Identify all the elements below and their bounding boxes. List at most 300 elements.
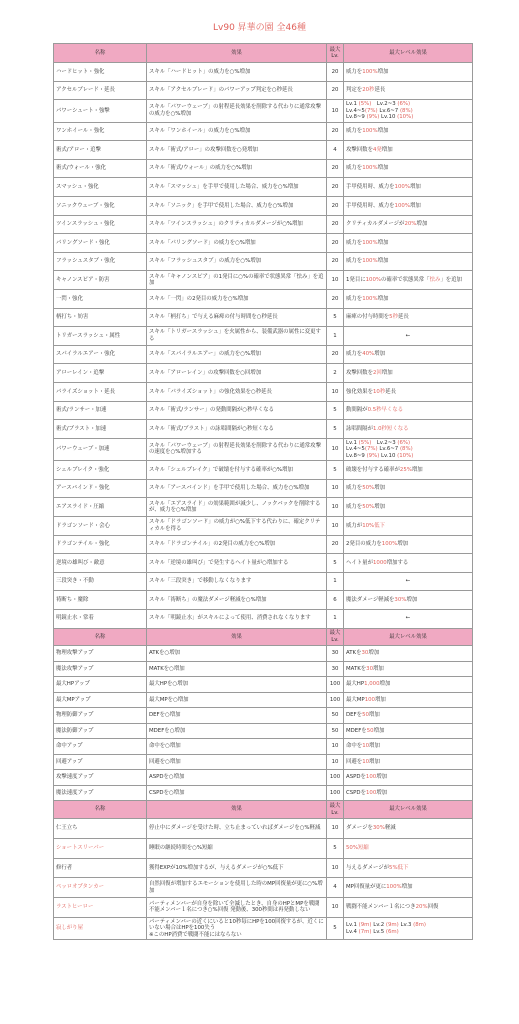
max-level-effect: 威力を50%増加 <box>344 479 473 498</box>
skill-effect: パーティメンバーが自身を除いて全滅したとき、自身のHPとMPを戦闘不能メンバー１名につき○%回復 発動後、300秒間は再発動しない <box>147 898 327 918</box>
highlight-value: (8%) <box>399 446 413 453</box>
highlight-value: 50 <box>362 712 369 719</box>
highlight-value: (9%) <box>366 452 380 459</box>
highlight-value: 5秒 <box>389 314 398 321</box>
skill-name: キャノンスピア・防害 <box>54 271 147 290</box>
max-level: 20 <box>327 63 344 82</box>
table-row <box>54 661 473 677</box>
skill-effect: スキル「ソニック」を手甲で使用した場合、威力を○%増加 <box>147 197 327 216</box>
max-level-effect <box>344 838 473 858</box>
table-row <box>54 100 473 122</box>
max-level-effect: ← <box>344 609 473 628</box>
max-level: 5 <box>327 838 344 858</box>
table-row <box>54 708 473 724</box>
max-level-effect: 威力を100%増加 <box>344 289 473 308</box>
table-row <box>54 591 473 610</box>
header-effect: 効果 <box>147 801 327 819</box>
max-level-effect: 詠唱間隔が1.0秒短くなる <box>344 420 473 439</box>
highlight-value: 怯み <box>429 276 441 283</box>
skill-effect: パーティメンバーの近くにいると10秒毎にHPを100回復するが、近くにいない場合はHPを100失う ※このHP消費で戦闘不能にはならない <box>147 917 327 939</box>
skill-effect: スキル「三段突き」で移動しなくなります <box>147 572 327 591</box>
skill-name: ドラゴンソード・会心 <box>54 516 147 535</box>
table-row <box>54 159 473 178</box>
skill-effect: スキル「トリガースラッシュ」を火属性から、装備武器の属性に変更する <box>147 327 327 346</box>
skill-effect: スキル「パライズショット」の強化効果を○秒延長 <box>147 382 327 401</box>
skill-effect: 自然回復が増加するエモーションを使用した時のMP回復量が更に○%増加 <box>147 878 327 898</box>
skill-name: アースバインド・強化 <box>54 479 147 498</box>
max-level: 4 <box>327 878 344 898</box>
max-level: 100 <box>327 692 344 708</box>
highlight-value: (5%) <box>358 439 372 446</box>
skill-effect: スキル「祷断ち」の魔法ダメージ軽減を○%増加 <box>147 591 327 610</box>
header-effect: 効果 <box>147 628 327 646</box>
max-level: 10 <box>327 271 344 290</box>
skill-name: スマッシュ・強化 <box>54 178 147 197</box>
table-row <box>54 878 473 898</box>
skill-name: 術式/ウォール・強化 <box>54 159 147 178</box>
skill-effect: 回避を○増加 <box>147 754 327 770</box>
highlight-value: 10%低下 <box>362 522 385 529</box>
highlight-value: 50%短縮 <box>346 844 369 851</box>
table-row <box>54 692 473 708</box>
table-row <box>54 785 473 801</box>
highlight-value: (6%) <box>397 439 411 446</box>
skill-effect: スキル「ツインスラッシュ」のクリティカルダメージが○%増加 <box>147 215 327 234</box>
max-level-effect: MP回復量が更に100%増加 <box>344 878 473 898</box>
max-level: 30 <box>327 661 344 677</box>
skill-effect: ATKを○増加 <box>147 646 327 662</box>
max-level: 10 <box>327 818 344 838</box>
max-level-effect: 命中を10増加 <box>344 739 473 755</box>
skill-effect: スキル「術式/ブラスト」の詠唱間隔が○秒短くなる <box>147 420 327 439</box>
max-level: 20 <box>327 122 344 141</box>
max-level-effect: 威力を100%増加 <box>344 234 473 253</box>
skill-effect: 獲得EXPが10%増加するが、与えるダメージが○%低下 <box>147 858 327 878</box>
max-level-effect: 強化効果を10秒延長 <box>344 382 473 401</box>
highlight-value: 5%低下 <box>389 864 409 871</box>
table-row <box>54 677 473 693</box>
max-level: 5 <box>327 917 344 939</box>
skill-effect: ASPDを○増加 <box>147 770 327 786</box>
max-level: 5 <box>327 554 344 573</box>
skill-name: ツインスラッシュ・強化 <box>54 215 147 234</box>
table-header-row <box>54 44 473 63</box>
max-level-effect: ダメージを30%軽減 <box>344 818 473 838</box>
highlight-value: 30% <box>372 825 385 832</box>
table-row <box>54 498 473 517</box>
skill-name: 寂しがり屋 <box>54 917 147 939</box>
max-level-effect: MDEFを50増加 <box>344 723 473 739</box>
skill-table <box>53 43 473 940</box>
skill-name: パワーウェーブ・加速 <box>54 438 147 460</box>
max-level: 1 <box>327 327 344 346</box>
skill-name: 柄打ち・妨害 <box>54 308 147 327</box>
max-level-effect: ATKを30増加 <box>344 646 473 662</box>
skill-effect: MDEFを○増加 <box>147 723 327 739</box>
max-level: 10 <box>327 898 344 918</box>
skill-effect: スキル「ドラゴンテイル」の2発目の威力を○%増加 <box>147 535 327 554</box>
highlight-value: 20% <box>415 904 428 911</box>
skill-effect: スキル「アクセルブレード」のパワーアップ判定を○秒延長 <box>147 81 327 100</box>
highlight-value: 100 <box>365 789 377 796</box>
max-level-effect: 威力を40%増加 <box>344 345 473 364</box>
highlight-value: 20% <box>404 221 417 228</box>
table-row <box>54 516 473 535</box>
table-row <box>54 63 473 82</box>
table-row <box>54 122 473 141</box>
highlight-value: (8%) <box>399 107 413 114</box>
max-level: 20 <box>327 159 344 178</box>
skill-effect: スキル「逆境の雄叫び」で発生するヘイト量が○増加する <box>147 554 327 573</box>
skill-name: 物理攻撃アップ <box>54 646 147 662</box>
max-level: 10 <box>327 100 344 122</box>
max-level-effect: 魔法ダメージ軽減を30%増加 <box>344 591 473 610</box>
skill-name: アクセルブレード・延長 <box>54 81 147 100</box>
table-row <box>54 215 473 234</box>
table-row <box>54 289 473 308</box>
skill-name: パライズショット・延長 <box>54 382 147 401</box>
header-max-level: 最大 Lv. <box>327 44 344 63</box>
skill-name: パリングソード・強化 <box>54 234 147 253</box>
skill-effect: スキル「一閃」の2発目の威力を○%増加 <box>147 289 327 308</box>
table-row <box>54 345 473 364</box>
table-row <box>54 364 473 383</box>
table-row <box>54 178 473 197</box>
highlight-value: 100% <box>362 239 378 246</box>
skill-name: トリガースラッシュ・属性 <box>54 327 147 346</box>
max-level-effect: ASPDを100増加 <box>344 770 473 786</box>
skill-effect: スキル「ハードヒット」の威力を○%増加 <box>147 63 327 82</box>
skill-name: 回避アップ <box>54 754 147 770</box>
max-level-effect: 威力を50%増加 <box>344 498 473 517</box>
max-level: 20 <box>327 215 344 234</box>
table-row <box>54 739 473 755</box>
skill-effect: スキル「アースバインド」を手甲で使用した場合、威力を○%増加 <box>147 479 327 498</box>
skill-effect: 睡眠の継続時間を○%短縮 <box>147 838 327 858</box>
highlight-value: 100% <box>362 128 378 135</box>
max-level-effect: 攻撃回数を2回増加 <box>344 364 473 383</box>
max-level-effect: MATKを30増加 <box>344 661 473 677</box>
highlight-value: 1000 <box>372 559 387 566</box>
max-level-effect: 判定を20秒延長 <box>344 81 473 100</box>
highlight-value: 4発 <box>372 146 382 153</box>
table-row <box>54 401 473 420</box>
skill-name: ペッロオプタンカー <box>54 878 147 898</box>
highlight-value: 20秒 <box>362 87 375 94</box>
skill-effect: スキル「術式/ランサー」の発動間隔が○秒早くなる <box>147 401 327 420</box>
highlight-value: 100% <box>386 884 402 891</box>
table-row <box>54 572 473 591</box>
highlight-value: (6%) <box>397 101 411 108</box>
header-max-effect: 最大レベル効果 <box>344 801 473 819</box>
skill-name: 命中アップ <box>54 739 147 755</box>
highlight-value: (9m) <box>385 922 399 929</box>
max-level: 5 <box>327 308 344 327</box>
table-row <box>54 770 473 786</box>
max-level: 4 <box>327 141 344 160</box>
skill-name: 攻撃速度アップ <box>54 770 147 786</box>
max-level: 10 <box>327 516 344 535</box>
max-level: 10 <box>327 479 344 498</box>
table-row <box>54 754 473 770</box>
header-max-effect: 最大レベル効果 <box>344 628 473 646</box>
highlight-value: 100 <box>364 696 375 703</box>
table-row <box>54 818 473 838</box>
max-level: 20 <box>327 234 344 253</box>
max-level-effect: クリティカルダメージが20%増加 <box>344 215 473 234</box>
table-row <box>54 646 473 662</box>
table-row <box>54 609 473 628</box>
highlight-value: (6m) <box>385 928 399 935</box>
skill-name: 修行者 <box>54 858 147 878</box>
max-level: 10 <box>327 754 344 770</box>
highlight-value: 100% <box>365 276 382 283</box>
highlight-value: 1,000 <box>364 681 380 688</box>
max-level: 10 <box>327 498 344 517</box>
table-row <box>54 479 473 498</box>
max-level: 50 <box>327 723 344 739</box>
skill-effect: 停止中にダメージを受けた時、立ち止まっていればダメージを○%軽減 <box>147 818 327 838</box>
max-level-effect: ← <box>344 327 473 346</box>
max-level-effect: 最大HP1,000増加 <box>344 677 473 693</box>
max-level: 1 <box>327 572 344 591</box>
table-row <box>54 438 473 460</box>
max-level-effect: 威力を100%増加 <box>344 159 473 178</box>
table-row <box>54 141 473 160</box>
skill-name: ソニックウェーブ・強化 <box>54 197 147 216</box>
header-max-effect: 最大レベル効果 <box>344 44 473 63</box>
skill-name: エアスライド・圧縮 <box>54 498 147 517</box>
max-level-effect: 威力を100%増加 <box>344 122 473 141</box>
skill-name: 魔法防御アップ <box>54 723 147 739</box>
skill-name: ドラゴンテイル・強化 <box>54 535 147 554</box>
header-max-level: 最大 Lv. <box>327 628 344 646</box>
table-row <box>54 723 473 739</box>
highlight-value: 30 <box>361 650 369 657</box>
max-level-effect: 威力を100%増加 <box>344 63 473 82</box>
skill-effect: スキル「パワーウェーブ」の射程延長効果を削除する代わりに通常攻撃の威力を○%増加 <box>147 100 327 122</box>
skill-effect: MATKを○増加 <box>147 661 327 677</box>
max-level: 6 <box>327 591 344 610</box>
highlight-value: 100% <box>381 541 398 548</box>
highlight-value: (7m) <box>358 928 372 935</box>
max-level-effect: 攻撃回数を4発増加 <box>344 141 473 160</box>
max-level-effect: Lv.1 (5%) Lv.2~3 (6%) Lv.4~5(7%) Lv.6~7 (8%) Lv.8~9 (9%) Lv.10 (10%) <box>344 100 473 122</box>
skill-name: ハードヒット・強化 <box>54 63 147 82</box>
max-level: 20 <box>327 345 344 364</box>
max-level-effect: 戦闘不能メンバー１名につき20%回復 <box>344 898 473 918</box>
max-level-effect: DEFを50増加 <box>344 708 473 724</box>
table-row <box>54 308 473 327</box>
skill-effect: スキル「柄打ち」で与える麻痺の付与時間を○秒延長 <box>147 308 327 327</box>
max-level: 10 <box>327 382 344 401</box>
max-level: 5 <box>327 401 344 420</box>
max-level: 1 <box>327 609 344 628</box>
highlight-value: (9%) <box>366 114 380 121</box>
skill-name: ショートスリーパー <box>54 838 147 858</box>
table-row <box>54 197 473 216</box>
highlight-value: 10秒 <box>372 388 386 395</box>
max-level: 20 <box>327 289 344 308</box>
header-name: 名称 <box>54 801 147 819</box>
highlight-value: 100% <box>394 183 410 190</box>
highlight-value: 30% <box>394 596 407 603</box>
table-row <box>54 327 473 346</box>
skill-name: 最大HPアップ <box>54 677 147 693</box>
skill-effect: スキル「術式/ウォール」の威力を○%増加 <box>147 159 327 178</box>
skill-name: 魔法攻撃アップ <box>54 661 147 677</box>
highlight-value: (7%) <box>364 107 378 114</box>
table-row <box>54 81 473 100</box>
highlight-value: 100% <box>394 202 410 209</box>
max-level-effect: 最大MP100増加 <box>344 692 473 708</box>
highlight-value: 0.5秒早くなる <box>367 407 404 414</box>
max-level-effect: 威力を100%増加 <box>344 252 473 271</box>
skill-effect: スキル「ワンホイール」の威力を○%増加 <box>147 122 327 141</box>
table-row <box>54 420 473 439</box>
highlight-value: 2回 <box>372 369 382 376</box>
skill-name: 一閃・強化 <box>54 289 147 308</box>
max-level-effect: 手甲使用時、威力を100%増加 <box>344 197 473 216</box>
skill-effect: スキル「明鏡止水」がスキルによって使用、消費されなくなります <box>147 609 327 628</box>
skill-name: ワンホイール・強化 <box>54 122 147 141</box>
max-level: 10 <box>327 739 344 755</box>
skill-name: アローレイン・追撃 <box>54 364 147 383</box>
skill-name: 祷断ち・魔除 <box>54 591 147 610</box>
highlight-value: (10%) <box>397 114 414 121</box>
skill-effect: 命中を○増加 <box>147 739 327 755</box>
highlight-value: (8m) <box>413 922 427 929</box>
highlight-value: 100% <box>362 258 378 265</box>
highlight-value: 50% <box>362 485 375 492</box>
skill-name: パワーシュート・強撃 <box>54 100 147 122</box>
max-level: 20 <box>327 535 344 554</box>
max-level: 2 <box>327 364 344 383</box>
skill-effect: スキル「エアスライド」の効果範囲が減少し、ノックバックを削除するが、威力を○%増加 <box>147 498 327 517</box>
skill-name: 術式/ブラスト・加速 <box>54 420 147 439</box>
table-row <box>54 271 473 290</box>
highlight-value: 10 <box>362 743 370 750</box>
skill-effect: 最大MPを○増加 <box>147 692 327 708</box>
skill-effect: スキル「スマッシュ」を手甲で使用した場合、威力を○%増加 <box>147 178 327 197</box>
skill-effect: スキル「フラッシュスタブ」の威力を○%増加 <box>147 252 327 271</box>
max-level-effect: 2発目の威力を100%増加 <box>344 535 473 554</box>
max-level: 20 <box>327 197 344 216</box>
table-row <box>54 252 473 271</box>
table-row <box>54 382 473 401</box>
page-title: Lv90 昇華の園 全46種 <box>213 23 306 33</box>
table-row <box>54 858 473 878</box>
table-row <box>54 461 473 480</box>
highlight-value: 100% <box>362 68 378 75</box>
max-level-effect: 1発目に100%の確率で状態異常「怯み」を追加 <box>344 271 473 290</box>
max-level: 20 <box>327 81 344 100</box>
max-level-effect: ヘイト量が1000増加する <box>344 554 473 573</box>
highlight-value: 1.0秒短くなる <box>372 425 409 432</box>
max-level: 10 <box>327 438 344 460</box>
table-row <box>54 898 473 918</box>
skill-name: 逆境の雄叫び・敵意 <box>54 554 147 573</box>
max-level: 5 <box>327 420 344 439</box>
max-level: 100 <box>327 770 344 786</box>
max-level: 5 <box>327 461 344 480</box>
skill-name: 術式/アロー・追撃 <box>54 141 147 160</box>
skill-effect: スキル「アローレイン」の攻撃回数を○回増加 <box>147 364 327 383</box>
header-name: 名称 <box>54 44 147 63</box>
header-max-level: 最大 Lv. <box>327 801 344 819</box>
header-name: 名称 <box>54 628 147 646</box>
max-level-effect: 麻痺の付与時間を5秒延長 <box>344 308 473 327</box>
highlight-value: (9m) <box>358 922 372 929</box>
max-level: 20 <box>327 178 344 197</box>
max-level-effect: Lv.1 (5%) Lv.2~3 (6%) Lv.4~5(7%) Lv.6~7 (8%) Lv.8~9 (9%) Lv.10 (10%) <box>344 438 473 460</box>
highlight-value: (5%) <box>358 101 372 108</box>
skill-name: 魔法速度アップ <box>54 785 147 801</box>
skill-name: 仁王立ち <box>54 818 147 838</box>
max-level-effect: 与えるダメージが5%低下 <box>344 858 473 878</box>
table-row <box>54 554 473 573</box>
skill-effect: スキル「術式/アロー」の攻撃回数を○発増加 <box>147 141 327 160</box>
max-level: 100 <box>327 677 344 693</box>
skill-effect: DEFを○増加 <box>147 708 327 724</box>
max-level: 10 <box>327 858 344 878</box>
max-level-effect: Lv.1 (9m) Lv.2 (9m) Lv.3 (8m) Lv.4 (7m) Lv.5 (6m) <box>344 917 473 939</box>
highlight-value: 100% <box>362 295 378 302</box>
highlight-value: (10%) <box>397 452 414 459</box>
skill-name: フラッシュスタブ・強化 <box>54 252 147 271</box>
highlight-value: 30 <box>366 665 373 672</box>
highlight-value: 100 <box>365 774 377 781</box>
highlight-value: 10 <box>362 758 370 765</box>
skill-name: ラストヒーロー <box>54 898 147 918</box>
highlight-value: 100% <box>362 165 378 172</box>
table-row <box>54 917 473 939</box>
skill-name: 明鏡止水・常着 <box>54 609 147 628</box>
table-row <box>54 535 473 554</box>
max-level: 30 <box>327 646 344 662</box>
skill-effect: スキル「キャノンスピア」の1発目に○%の確率で状態異常「怯み」を追加 <box>147 271 327 290</box>
skill-effect: 最大HPを○増加 <box>147 677 327 693</box>
skill-name: 物理防御アップ <box>54 708 147 724</box>
max-level-effect: 破壊を付与する確率が25%増加 <box>344 461 473 480</box>
skill-effect: スキル「スパイラルエアー」の威力を○%増加 <box>147 345 327 364</box>
skill-effect: CSPDを○増加 <box>147 785 327 801</box>
skill-name: シェルブレイク・強化 <box>54 461 147 480</box>
header-effect: 効果 <box>147 44 327 63</box>
skill-effect: スキル「ドラゴンソード」の威力が○%低下する代わりに、確定クリティカルを得る <box>147 516 327 535</box>
max-level-effect: 手甲使用時、威力を100%増加 <box>344 178 473 197</box>
skill-name: スパイラルエアー・強化 <box>54 345 147 364</box>
max-level-effect: 回避を10増加 <box>344 754 473 770</box>
table-header-row <box>54 628 473 646</box>
skill-effect: スキル「シェルブレイク」で破壊を付与する確率が○%増加 <box>147 461 327 480</box>
skill-name: 術式/ランサー・加速 <box>54 401 147 420</box>
highlight-value: (7%) <box>364 446 378 453</box>
max-level-effect: ← <box>344 572 473 591</box>
highlight-value: 25% <box>399 466 412 473</box>
table-header-row <box>54 801 473 819</box>
skill-effect: スキル「パリングソード」の威力を○%増加 <box>147 234 327 253</box>
skill-name: 三段突き・不動 <box>54 572 147 591</box>
table-row <box>54 234 473 253</box>
max-level: 50 <box>327 708 344 724</box>
max-level: 100 <box>327 785 344 801</box>
table-row <box>54 838 473 858</box>
skill-effect: スキル「パワーウェーブ」の射程延長効果を削除する代わりに通常攻撃の速度を○%増加する <box>147 438 327 460</box>
max-level-effect: 威力が10%低下 <box>344 516 473 535</box>
max-level: 20 <box>327 252 344 271</box>
highlight-value: 50% <box>362 503 375 510</box>
